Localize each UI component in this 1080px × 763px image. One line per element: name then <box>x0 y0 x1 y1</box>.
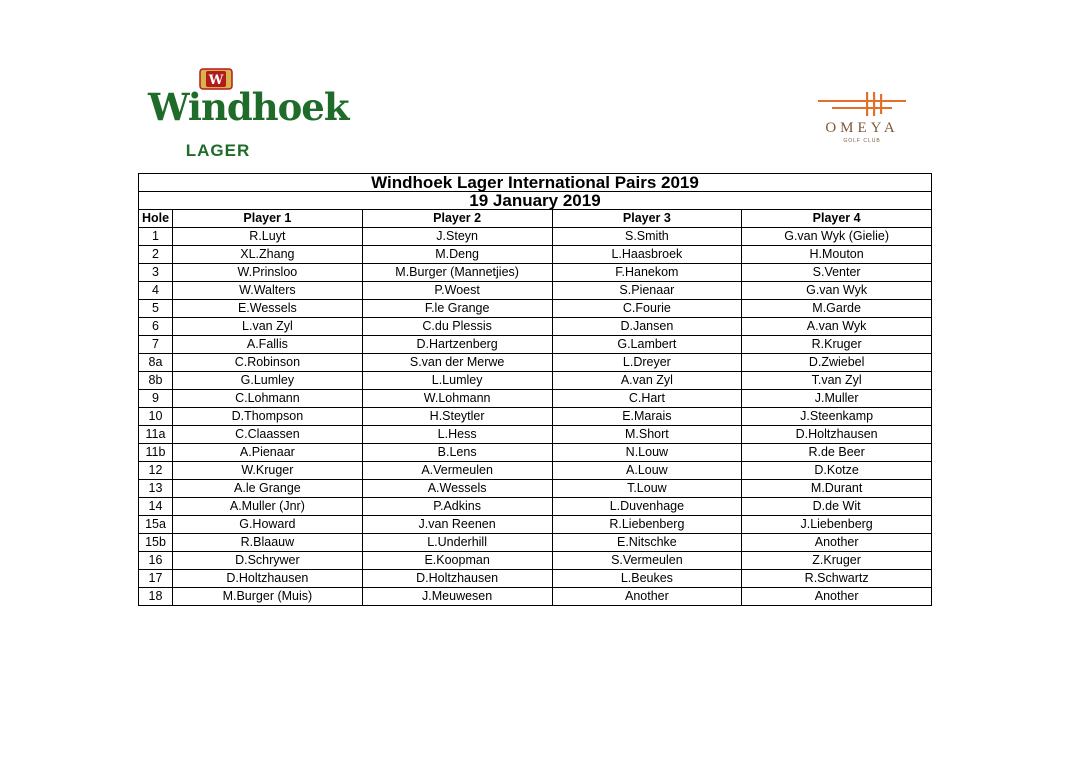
hole-cell: 8b <box>139 372 173 390</box>
logo-sub-text: LAGER <box>185 141 251 160</box>
player-cell: P.Adkins <box>362 498 552 516</box>
player-cell: W.Lohmann <box>362 390 552 408</box>
table-row <box>139 516 932 534</box>
table-row <box>139 498 932 516</box>
player-cell: A.Louw <box>552 462 742 480</box>
hole-cell: 10 <box>139 408 173 426</box>
player-cell: L.Lumley <box>362 372 552 390</box>
player-cell: D.Jansen <box>552 318 742 336</box>
player-cell: W.Prinsloo <box>173 264 363 282</box>
player-cell: R.Schwartz <box>742 570 932 588</box>
table-row <box>139 462 932 480</box>
player-cell: A.van Wyk <box>742 318 932 336</box>
hole-cell: 15b <box>139 534 173 552</box>
table-row <box>139 318 932 336</box>
omeya-name: OMEYA <box>825 120 899 136</box>
hole-cell: 6 <box>139 318 173 336</box>
player-cell: D.Kotze <box>742 462 932 480</box>
player-cell: Another <box>552 588 742 606</box>
player-cell: M.Deng <box>362 246 552 264</box>
player-cell: D.Schrywer <box>173 552 363 570</box>
player-cell: L.van Zyl <box>173 318 363 336</box>
player-cell: E.Wessels <box>173 300 363 318</box>
column-header: Player 1 <box>173 210 363 228</box>
hole-cell: 7 <box>139 336 173 354</box>
omeya-club: GOLF CLUB <box>843 138 881 144</box>
table-row <box>139 300 932 318</box>
player-cell: L.Duvenhage <box>552 498 742 516</box>
player-cell: Z.Kruger <box>742 552 932 570</box>
player-cell: R.de Beer <box>742 444 932 462</box>
omeya-mark-icon <box>818 92 906 118</box>
player-cell: J.Steenkamp <box>742 408 932 426</box>
hole-cell: 8a <box>139 354 173 372</box>
hole-cell: 1 <box>139 228 173 246</box>
table-row <box>139 228 932 246</box>
player-cell: C.Lohmann <box>173 390 363 408</box>
column-header: Player 4 <box>742 210 932 228</box>
table-row <box>139 426 932 444</box>
player-cell: M.Burger (Mannetjies) <box>362 264 552 282</box>
player-cell: G.van Wyk (Gielie) <box>742 228 932 246</box>
hole-cell: 14 <box>139 498 173 516</box>
table-row <box>139 570 932 588</box>
omeya-golf-club-logo <box>812 92 912 144</box>
hole-cell: 2 <box>139 246 173 264</box>
player-cell: L.Hess <box>362 426 552 444</box>
table-row <box>139 444 932 462</box>
player-cell: M.Short <box>552 426 742 444</box>
player-cell: S.Smith <box>552 228 742 246</box>
logo-brand-text: Windhoek <box>148 85 349 129</box>
player-cell: E.Koopman <box>362 552 552 570</box>
player-cell: H.Mouton <box>742 246 932 264</box>
player-cell: Another <box>742 588 932 606</box>
table-row <box>139 354 932 372</box>
column-header-row <box>139 210 932 228</box>
hole-cell: 16 <box>139 552 173 570</box>
hole-cell: 18 <box>139 588 173 606</box>
player-cell: H.Steytler <box>362 408 552 426</box>
player-cell: E.Nitschke <box>552 534 742 552</box>
date-row <box>139 192 932 210</box>
player-cell: L.Underhill <box>362 534 552 552</box>
table-row <box>139 552 932 570</box>
hole-cell: 17 <box>139 570 173 588</box>
player-cell: D.Zwiebel <box>742 354 932 372</box>
player-cell: C.Claassen <box>173 426 363 444</box>
hole-cell: 4 <box>139 282 173 300</box>
hole-cell: 12 <box>139 462 173 480</box>
windhoek-lager-logo <box>148 66 349 170</box>
table-row <box>139 264 932 282</box>
hole-cell: 15a <box>139 516 173 534</box>
player-cell: S.Pienaar <box>552 282 742 300</box>
player-cell: D.Holtzhausen <box>742 426 932 444</box>
player-cell: G.Howard <box>173 516 363 534</box>
table-row <box>139 282 932 300</box>
column-header: Player 3 <box>552 210 742 228</box>
player-cell: C.Hart <box>552 390 742 408</box>
hole-cell: 5 <box>139 300 173 318</box>
table-row <box>139 480 932 498</box>
hole-cell: 3 <box>139 264 173 282</box>
player-cell: F.Hanekom <box>552 264 742 282</box>
player-cell: C.du Plessis <box>362 318 552 336</box>
player-cell: J.Muller <box>742 390 932 408</box>
title-row <box>139 174 932 192</box>
player-cell: XL.Zhang <box>173 246 363 264</box>
player-cell: T.Louw <box>552 480 742 498</box>
player-cell: A.Fallis <box>173 336 363 354</box>
player-cell: S.Vermeulen <box>552 552 742 570</box>
player-cell: T.van Zyl <box>742 372 932 390</box>
hole-cell: 11a <box>139 426 173 444</box>
hole-cell: 13 <box>139 480 173 498</box>
table-row <box>139 588 932 606</box>
player-cell: A.le Grange <box>173 480 363 498</box>
tournament-title: Windhoek Lager International Pairs 2019 <box>139 174 932 192</box>
table-row <box>139 408 932 426</box>
player-cell: G.Lambert <box>552 336 742 354</box>
player-cell: D.Hartzenberg <box>362 336 552 354</box>
player-cell: M.Durant <box>742 480 932 498</box>
player-cell: P.Woest <box>362 282 552 300</box>
player-cell: D.Thompson <box>173 408 363 426</box>
table-row <box>139 390 932 408</box>
player-cell: W.Kruger <box>173 462 363 480</box>
player-cell: A.Vermeulen <box>362 462 552 480</box>
player-cell: A.Muller (Jnr) <box>173 498 363 516</box>
player-cell: S.Venter <box>742 264 932 282</box>
player-cell: B.Lens <box>362 444 552 462</box>
player-cell: S.van der Merwe <box>362 354 552 372</box>
table-row <box>139 372 932 390</box>
player-cell: R.Luyt <box>173 228 363 246</box>
table-row <box>139 534 932 552</box>
player-cell: A.Pienaar <box>173 444 363 462</box>
crest-letter: W <box>208 73 224 88</box>
player-cell: D.de Wit <box>742 498 932 516</box>
player-cell: M.Burger (Muis) <box>173 588 363 606</box>
player-cell: A.van Zyl <box>552 372 742 390</box>
player-cell: J.Steyn <box>362 228 552 246</box>
column-header: Player 2 <box>362 210 552 228</box>
player-cell: W.Walters <box>173 282 363 300</box>
player-cell: D.Holtzhausen <box>173 570 363 588</box>
player-cell: R.Blaauw <box>173 534 363 552</box>
player-cell: G.van Wyk <box>742 282 932 300</box>
player-cell: C.Fourie <box>552 300 742 318</box>
player-cell: R.Kruger <box>742 336 932 354</box>
pairs-schedule-table <box>138 173 932 606</box>
player-cell: R.Liebenberg <box>552 516 742 534</box>
player-cell: J.Meuwesen <box>362 588 552 606</box>
hole-cell: 11b <box>139 444 173 462</box>
player-cell: L.Haasbroek <box>552 246 742 264</box>
player-cell: L.Beukes <box>552 570 742 588</box>
player-cell: E.Marais <box>552 408 742 426</box>
player-cell: A.Wessels <box>362 480 552 498</box>
player-cell: N.Louw <box>552 444 742 462</box>
hole-cell: 9 <box>139 390 173 408</box>
player-cell: F.le Grange <box>362 300 552 318</box>
player-cell: M.Garde <box>742 300 932 318</box>
player-cell: G.Lumley <box>173 372 363 390</box>
player-cell: J.Liebenberg <box>742 516 932 534</box>
table-row <box>139 336 932 354</box>
player-cell: D.Holtzhausen <box>362 570 552 588</box>
column-header: Hole <box>139 210 173 228</box>
player-cell: L.Dreyer <box>552 354 742 372</box>
player-cell: C.Robinson <box>173 354 363 372</box>
table-row <box>139 246 932 264</box>
player-cell: J.van Reenen <box>362 516 552 534</box>
tournament-date: 19 January 2019 <box>139 192 932 210</box>
player-cell: Another <box>742 534 932 552</box>
